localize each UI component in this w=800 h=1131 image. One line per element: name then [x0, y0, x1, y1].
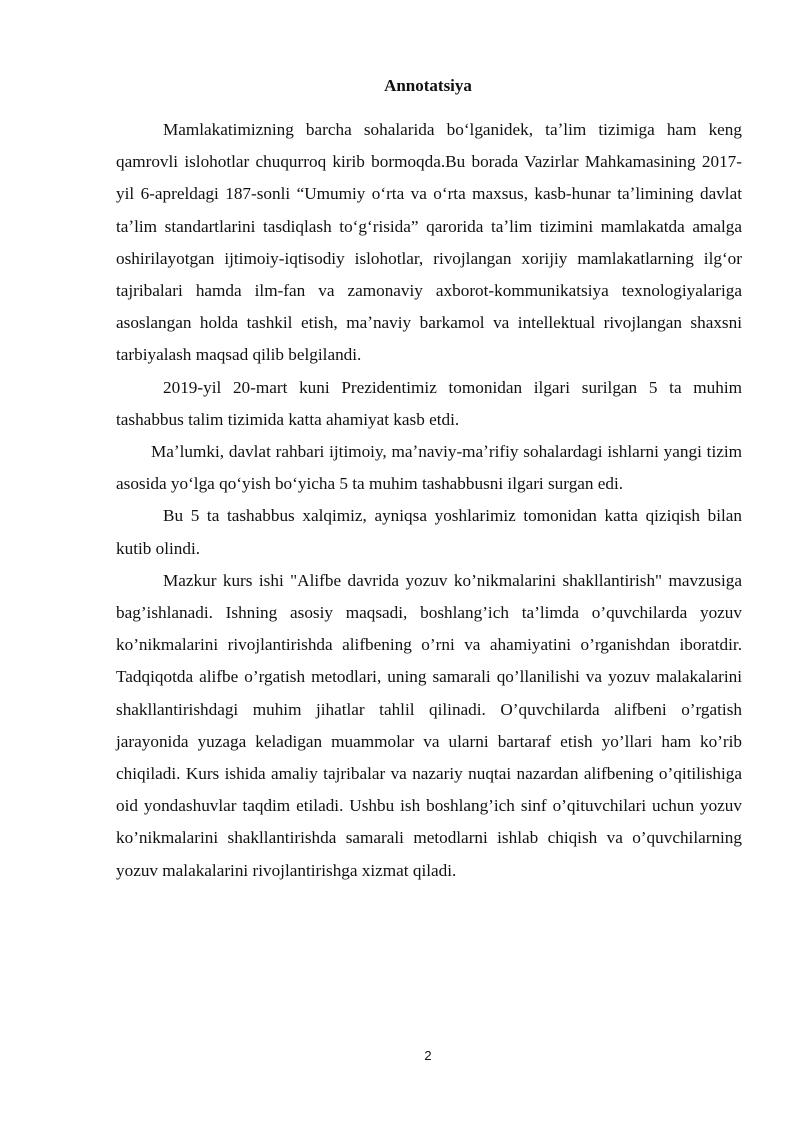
page-number: 2 — [424, 1048, 432, 1063]
paragraph-reform-context: Mamlakatimizning barcha sohalarida boʻlganidek, taʼlim tizimiga ham keng qamrovli islohotlar chuqurroq kirib bormoqda.Bu borada Vazirlar Mahkamasining 2017-yil 6-apreldagi 187-sonli “Umumiy oʻrta va oʻrta maxsus, kasb-hunar taʼlimining davlat taʼlim standartlarini tasdiqlash toʻgʻrisida” qarorida taʼlim tizimini mamlakatda amalga oshirilayotgan ijtimoiy-iqtisodiy islohotlar, rivojlangan xorijiy mamlakatlarning ilgʻor tajribalari hamda ilm-fan va zamonaviy axborot-kommunikatsiya texnologiyalariga asoslangan holda tashkil etish, maʼnaviy barkamol va intellektual rivojlangan shaxsni tarbiyalash maqsad qilib belgilandi. — [116, 120, 742, 365]
paragraph-course-work-summary: Mazkur kurs ishi "Alifbe davrida yozuv ko’nikmalarini shakllantirish" mavzusiga bag’ishlanadi. Ishning asosiy maqsadi, boshlang’ich ta’limda o’quvchilarda yozuv ko’nikmalarini rivojlantirishda alifbening o’rni va ahamiyatini o’rganishdan iboratdir. Tadqiqotda alifbe o’rgatish metodlari, uning samarali qo’llanilishi va yozuv malakalarini shakllantirishdagi muhim jihatlar tahlil qilinadi. O’quvchilarda alifbeni o’rgatish jarayonida yuzaga keladigan muammolar va ularni bartaraf etish yo’llari ham ko’rib chiqiladi. Kurs ishida amaliy tajribalar va nazariy nuqtai nazardan alifbening o’qitilishiga oid yondashuvlar taqdim etiladi. Ushbu ish boshlang’ich sinf o’qituvchilari uchun yozuv ko’nikmalarini shakllantirishda samarali metodlarni ishlab chiqish va o’quvchilarning yozuv malakalarini rivojlantirishga xizmat qiladi. — [116, 570, 742, 880]
paragraph-initiatives: 2019-yil 20-mart kuni Prezidentimiz tomonidan ilgari surilgan 5 ta muhim tashabbus talim tizimida katta ahamiyat kasb etdi. — [116, 377, 742, 429]
paragraph-head-of-state: Maʼlumki, davlat rahbari ijtimoiy, maʼnaviy-maʼrifiy sohalardagi ishlarni yangi tizim asosida yoʻlga qoʻyish boʻyicha 5 ta muhim tashabbusni ilgari surgan edi. — [116, 442, 742, 494]
page-title: Annotatsiya — [384, 76, 472, 95]
paragraph-public-reception: Bu 5 ta tashabbus xalqimiz, ayniqsa yoshlarimiz tomonidan katta qiziqish bilan kutib olindi. — [116, 506, 742, 558]
annotation-body — [116, 114, 742, 887]
